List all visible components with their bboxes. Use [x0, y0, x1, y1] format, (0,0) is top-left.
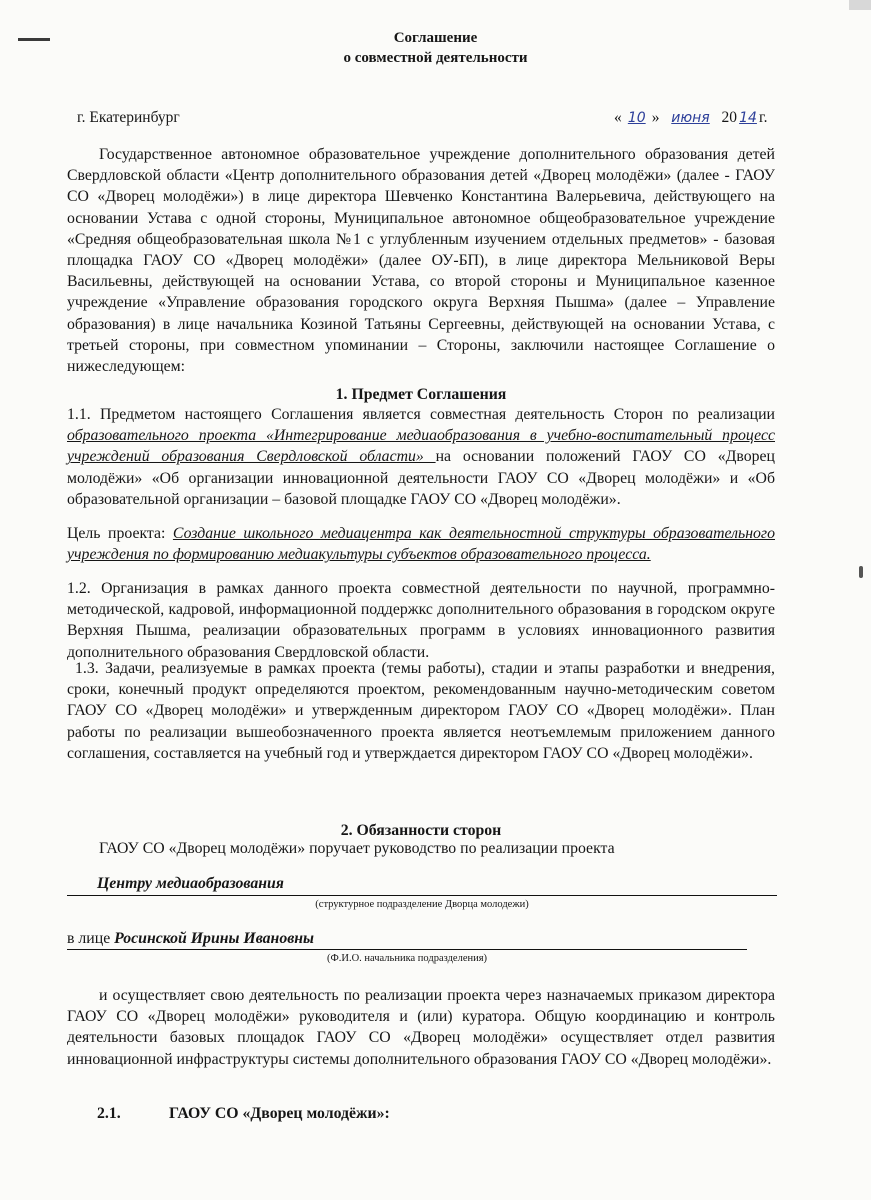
goal-text: Создание школьного медиацентра как деятельностной структуры образовательного учреждения по формированию медиакультуры субъектов образовательного процесса.: [67, 525, 775, 564]
responsible-person: в лице Росинской Ирины Ивановны: [67, 930, 315, 947]
scan-edge: [849, 0, 871, 10]
section-1-heading: 1. Предмет Соглашения: [335, 386, 507, 403]
agreement-date: « 10 » июня 20 14 г.: [614, 109, 768, 126]
project-name: образовательного проекта «Интегрирование медиаобразования в учебно-воспитательный процесс учреждений образования Свердловской области»: [67, 427, 775, 466]
date-day: 10: [627, 110, 646, 126]
unit-underline: [67, 895, 777, 896]
section-2-body: и осуществляет свою деятельность по реализации проекта через назначаемых приказом директора ГАОУ СО «Дворец молодёжи» руководителя и (или) куратора. Общую координацию и контроль деятельности базовых площадок ГАОУ СО «Дворец молодёжи» осуществляет отдел развития инновационной инфраструктуры системы дополнительного образования ГАОУ СО «Дворец молодёжи».: [67, 987, 775, 1068]
section-2-heading: 2. Обязанности сторон: [340, 822, 502, 839]
date-month: июня: [671, 110, 710, 126]
clause-1-2: 1.2. Организация в рамках данного проекта совместной деятельности по научной, программно-методической, кадровой, информационной поддержкс дополнительного образования в городском округе Верхняя Пышма, реализации образовательных программ в условиях инновационного развития дополнительного образования Свердловской области.: [67, 580, 775, 661]
document-title: Соглашение: [393, 30, 478, 46]
person-name: Росинской Ирины Ивановны: [114, 930, 315, 947]
person-caption: (Ф.И.О. начальника подразделения): [326, 953, 488, 964]
responsible-unit: Центру медиаобразования: [97, 875, 284, 892]
section-2-lead: ГАОУ СО «Дворец молодёжи» поручает руководство по реализации проекта: [99, 840, 615, 857]
document-subtitle: о совместной деятельности: [343, 50, 528, 66]
subsection-title: ГАОУ СО «Дворец молодёжи»:: [169, 1105, 390, 1122]
clause-1-3: 1.3. Задачи, реализуемые в рамках проекта (темы работы), стадии и этапы разработки и внедрения, сроки, конечный продукт определяются проектом, рекомендованным научно-методическим советом ГАОУ СО «Дворец молодёжи» и утвержденным директором ГАОУ СО «Дворец молодёжи». План работы по реализации вышеобозначенного проекта является неотъемлемым приложением данного соглашения, составляется на учебный год и утверждается директором ГАОУ СО «Дворец молодёжи».: [67, 660, 775, 762]
preamble-paragraph: Государственное автономное образовательное учреждение дополнительного образования детей Свердловской области «Центр дополнительного образования детей «Дворец молодёжи» (далее - ГАОУ СО «Дворец молодёжи») в лице директора Шевченко Константина Валерьевича, действующего на основании Устава с одной стороны, Муниципальное автономное общеобразовательное учреждение «Средняя общеобразовательная школа №1 с углубленным изучением отдельных предметов» - базовая площадка ГАОУ СО «Дворец молодёжи» (далее ОУ-БП), в лице директора Мельниковой Веры Васильевны, действующей на основании Устава, со второй стороны и Муниципальное казенное учреждение «Управление образования городского округа Верхняя Пышма» (далее – Управление образования) в лице начальника Козиной Татьяны Сергеевны, действующей на основании Устава, с третьей стороны, при совместном упоминании – Стороны, заключили настоящее Соглашение о нижеследующем:: [67, 146, 775, 376]
person-underline: [67, 949, 747, 950]
unit-caption: (структурное подразделение Дворца молодежи): [315, 899, 529, 910]
clause-1-1: 1.1. Предметом настоящего Соглашения является совместная деятельность Сторон по реализации образовательного проекта «Интегрирование медиаобразования в учебно-воспитательный процесс учреждений образования Свердловской области» на основании положений ГАОУ СО «Дворец молодёжи» «Об организации инновационной деятельности ГАОУ СО «Дворец молодёжи» и «Об образовательной организации – базовой площадке ГАОУ СО «Дворец молодёжи».: [67, 406, 775, 508]
place: г. Екатеринбург: [77, 109, 180, 126]
project-goal: Цель проекта: Создание школьного медиацентра как деятельностной структуры образовательного учреждения по формированию медиакультуры субъектов образовательного процесса.: [67, 525, 775, 564]
subsection-number: 2.1.: [97, 1105, 121, 1122]
date-year: 14: [739, 110, 757, 126]
scan-speck: [859, 566, 863, 578]
